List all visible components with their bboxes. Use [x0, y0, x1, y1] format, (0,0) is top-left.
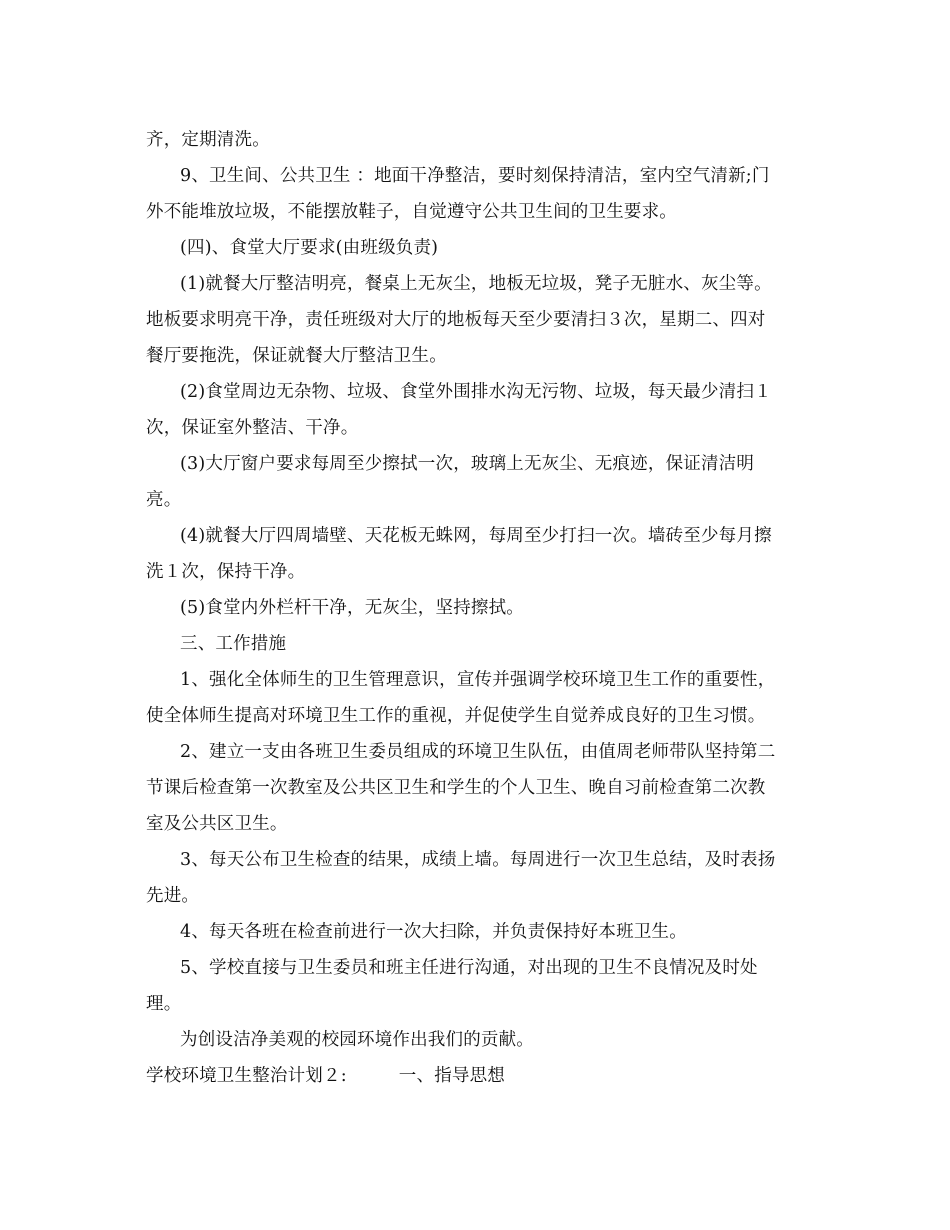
- paragraph-line: (1)就餐大厅整洁明亮，餐桌上无灰尘，地板无垃圾，凳子无脏水、灰尘等。: [180, 274, 772, 294]
- paragraph-line: (3)大厅窗户要求每周至少擦拭一次，玻璃上无灰尘、无痕迹，保证清洁明: [180, 454, 755, 474]
- paragraph-line: 餐厅要拖洗，保证就餐大厅整洁卫生。: [146, 346, 447, 366]
- paragraph-line: 地板要求明亮干净，责任班级对大厅的地板每天至少要清扫３次，星期二、四对: [146, 310, 766, 330]
- paragraph-line: 1、强化全体师生的卫生管理意识，宣传并强调学校环境卫生工作的重要性，: [180, 670, 776, 690]
- paragraph-line: (2)食堂周边无杂物、垃圾、食堂外围排水沟无污物、垃圾，每天最少清扫１: [180, 382, 772, 402]
- paragraph-line: 4、每天各班在检查前进行一次大扫除，并负责保持好本班卫生。: [180, 922, 687, 942]
- paragraph-line: 5、学校直接与卫生委员和班主任进行沟通，对出现的卫生不良情况及时处: [180, 958, 758, 978]
- paragraph-line: 9、卫生间、公共卫生 ：地面干净整洁，要时刻保持清洁，室内空气清新;门: [180, 166, 770, 186]
- paragraph-line: 先进。: [146, 886, 200, 906]
- document-body: [146, 122, 810, 1094]
- paragraph-line: 亮。: [146, 490, 182, 510]
- paragraph-line: 为创设洁净美观的校园环境作出我们的贡献。: [180, 1030, 534, 1050]
- paragraph-line: 室及公共区卫生。: [146, 814, 288, 834]
- section-heading: (四)、食堂大厅要求(由班级负责): [180, 238, 439, 258]
- paragraph-line: 洗１次，保持干净。: [146, 562, 306, 582]
- paragraph-line: 齐，定期清洗。: [146, 130, 270, 150]
- plan-title-line: [146, 1058, 810, 1094]
- paragraph-line: (4)就餐大厅四周墙壁、天花板无蛛网，每周至少打扫一次。墙砖至少每月擦: [180, 526, 772, 546]
- plan-title: 学校环境卫生整治计划２:: [146, 1066, 347, 1086]
- paragraph-line: 3、每天公布卫生检查的结果，成绩上墙。每周进行一次卫生总结，及时表扬: [180, 850, 776, 870]
- paragraph-line: 2、建立一支由各班卫生委员组成的环境卫生队伍，由值周老师带队坚持第二: [180, 742, 776, 762]
- paragraph-line: 次，保证室外整洁、干净。: [146, 418, 359, 438]
- paragraph-line: 外不能堆放垃圾，不能摆放鞋子，自觉遵守公共卫生间的卫生要求。: [146, 202, 677, 222]
- paragraph-line: 使全体师生提高对环境卫生工作的重视，并促使学生自觉养成良好的卫生习惯。: [146, 706, 766, 726]
- section-heading: 三、工作措施: [180, 634, 287, 654]
- plan-first-heading: 一、指导思想: [398, 1066, 505, 1086]
- paragraph-line: (5)食堂内外栏杆干净，无灰尘，坚持擦拭。: [180, 598, 524, 618]
- paragraph-line: 节课后检查第一次教室及公共区卫生和学生的个人卫生、晚自习前检查第二次教: [146, 778, 766, 798]
- paragraph-line: 理。: [146, 994, 182, 1014]
